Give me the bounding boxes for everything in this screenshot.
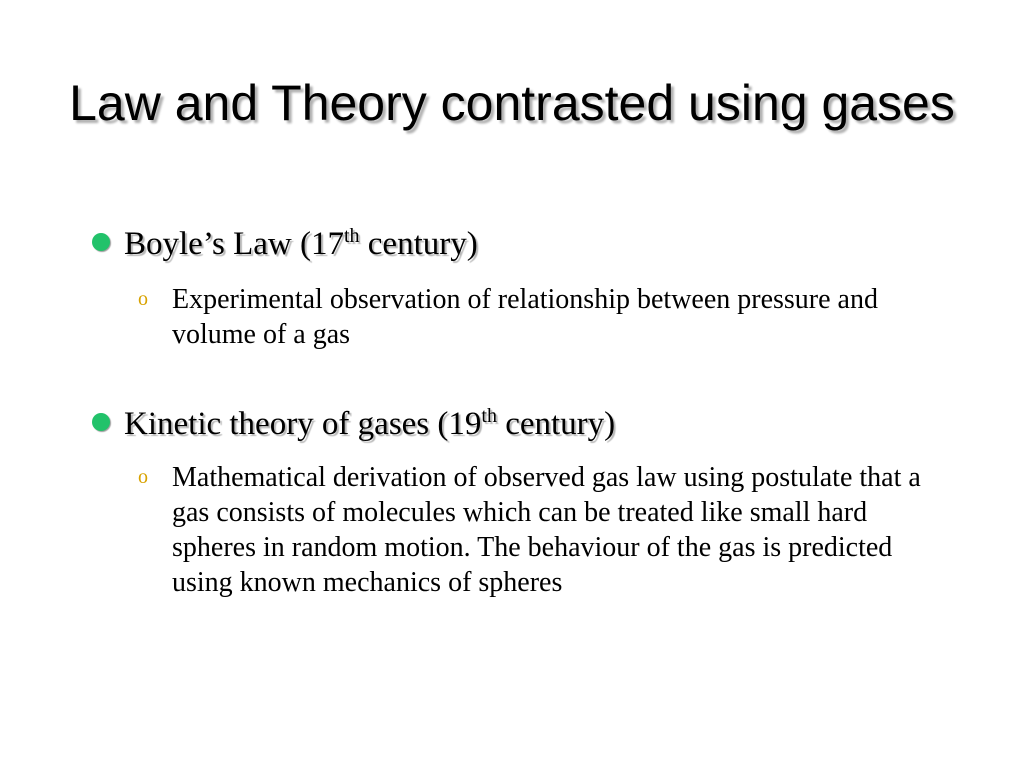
slide-title: Law and Theory contrasted using gases xyxy=(69,75,955,131)
circle-marker-icon: o xyxy=(138,466,148,488)
sub-bullet-text: Mathematical derivation of observed gas law using postulate that a gas consists of molecules which can be treated like small hard spheres in random motion. The behaviour of the gas is predicted using known mechanics of spheres xyxy=(172,462,921,598)
bullet-kinetic-theory xyxy=(92,406,615,443)
bullet-superscript: th xyxy=(481,405,497,427)
bullet-label-part: century) xyxy=(359,226,478,262)
green-bullet-icon xyxy=(92,233,110,251)
green-bullet-icon xyxy=(92,413,110,431)
sub-bullet-text: Experimental observation of relationship between pressure and volume of a gas xyxy=(172,284,878,350)
bullet-boyles-law xyxy=(92,226,478,263)
bullet-label-part: Kinetic theory of gases (19 xyxy=(124,406,482,442)
sub-bullet-boyles-law xyxy=(138,282,898,352)
bullet-label-part: Boyle’s Law (17 xyxy=(124,226,344,262)
bullet-superscript: th xyxy=(343,225,360,247)
sub-bullet-kinetic-theory xyxy=(138,460,938,600)
bullet-label-part: century) xyxy=(496,406,616,442)
circle-marker-icon: o xyxy=(138,288,148,310)
